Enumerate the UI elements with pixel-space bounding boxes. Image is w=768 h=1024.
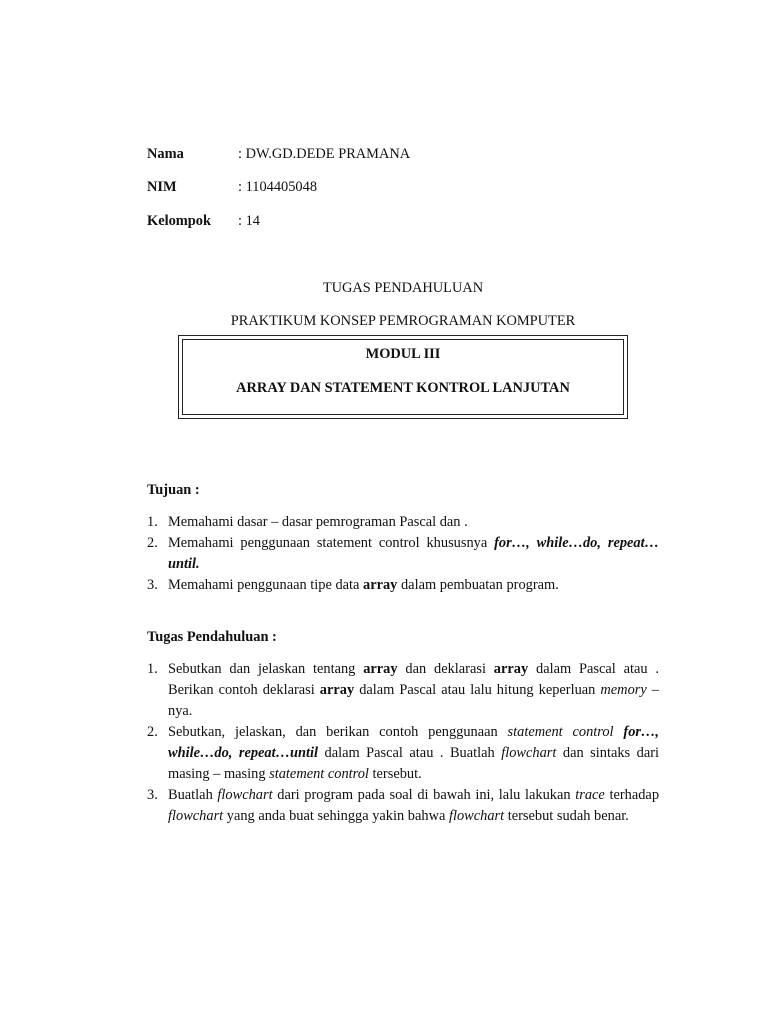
list-text: dan sintaks dari masing – masing <box>168 745 659 782</box>
list-item <box>147 575 659 596</box>
list-text: Memahami penggunaan tipe data <box>168 577 364 593</box>
list-text: dalam Pascal atau . Berikan contoh deklarasi <box>168 661 660 698</box>
list-text: Buatlah <box>168 787 218 803</box>
list-text: dalam pembuatan program. <box>397 577 559 593</box>
list-text <box>614 724 624 740</box>
list-text-bold: array <box>319 682 355 698</box>
list-number: 3. <box>147 787 158 803</box>
list-text: – nya. <box>168 682 659 719</box>
list-text-italic: statement control <box>507 724 614 740</box>
nim-label: NIM <box>147 179 177 195</box>
list-text-italic: flowchart <box>448 808 505 824</box>
module-title: MODUL III <box>365 346 441 362</box>
list-text-bold-italic: for…, while…do, repeat…until <box>168 724 659 761</box>
list-text-italic: statement control <box>269 766 369 782</box>
list-text: Sebutkan, jelaskan, dan berikan contoh penggunaan <box>168 724 508 740</box>
list-text-italic: memory <box>600 682 647 698</box>
kelompok-value: : 14 <box>238 213 260 229</box>
list-text-italic: flowchart <box>168 808 224 824</box>
nama-label: Nama <box>147 146 184 162</box>
list-number: 2. <box>147 724 158 740</box>
heading-line2: PRAKTIKUM KONSEP PEMROGRAMAN KOMPUTER <box>230 313 576 329</box>
list-text-bold-italic: for…, while…do, repeat…until. <box>168 535 659 572</box>
list-item <box>147 722 659 785</box>
list-number: 1. <box>147 661 158 677</box>
list-text: Memahami penggunaan statement control khususnya <box>168 535 495 551</box>
list-text-bold: array <box>363 577 398 593</box>
list-text-italic: flowchart <box>217 787 273 803</box>
list-text: Memahami dasar – dasar pemrograman Pascal dan . <box>168 514 468 530</box>
list-number: 1. <box>147 514 158 530</box>
list-item <box>147 659 659 722</box>
nama-value: : DW.GD.DEDE PRAMANA <box>238 146 411 162</box>
list-text-italic: flowchart <box>501 745 557 761</box>
list-text: dari program pada soal di bawah ini, lalu lakukan <box>272 787 576 803</box>
list-number: 3. <box>147 577 158 593</box>
list-item <box>147 533 659 575</box>
list-text: terhadap <box>604 787 660 803</box>
list-item <box>147 785 659 827</box>
list-text-italic: trace <box>575 787 605 803</box>
list-text-bold: array <box>363 661 398 677</box>
list-text: tersebut sudah benar. <box>504 808 629 824</box>
tugas-title: Tugas Pendahuluan : <box>147 629 277 645</box>
list-item <box>147 512 659 533</box>
tujuan-title: Tujuan : <box>147 482 200 498</box>
tugas-list <box>147 659 659 827</box>
module-subtitle: ARRAY DAN STATEMENT KONTROL LANJUTAN <box>236 380 570 396</box>
heading-line1: TUGAS PENDAHULUAN <box>322 280 484 296</box>
list-text: dalam Pascal atau lalu hitung keperluan <box>354 682 601 698</box>
list-text: dan deklarasi <box>397 661 494 677</box>
kelompok-label: Kelompok <box>147 213 211 229</box>
list-text: dalam Pascal atau . Buatlah <box>318 745 502 761</box>
list-number: 2. <box>147 535 158 551</box>
tujuan-list <box>147 512 659 596</box>
list-text: Sebutkan dan jelaskan tentang <box>168 661 364 677</box>
nim-value: : 1104405048 <box>238 179 318 195</box>
list-text: tersebut. <box>368 766 422 782</box>
list-text-bold: array <box>493 661 529 677</box>
list-text: yang anda buat sehingga yakin bahwa <box>223 808 449 824</box>
